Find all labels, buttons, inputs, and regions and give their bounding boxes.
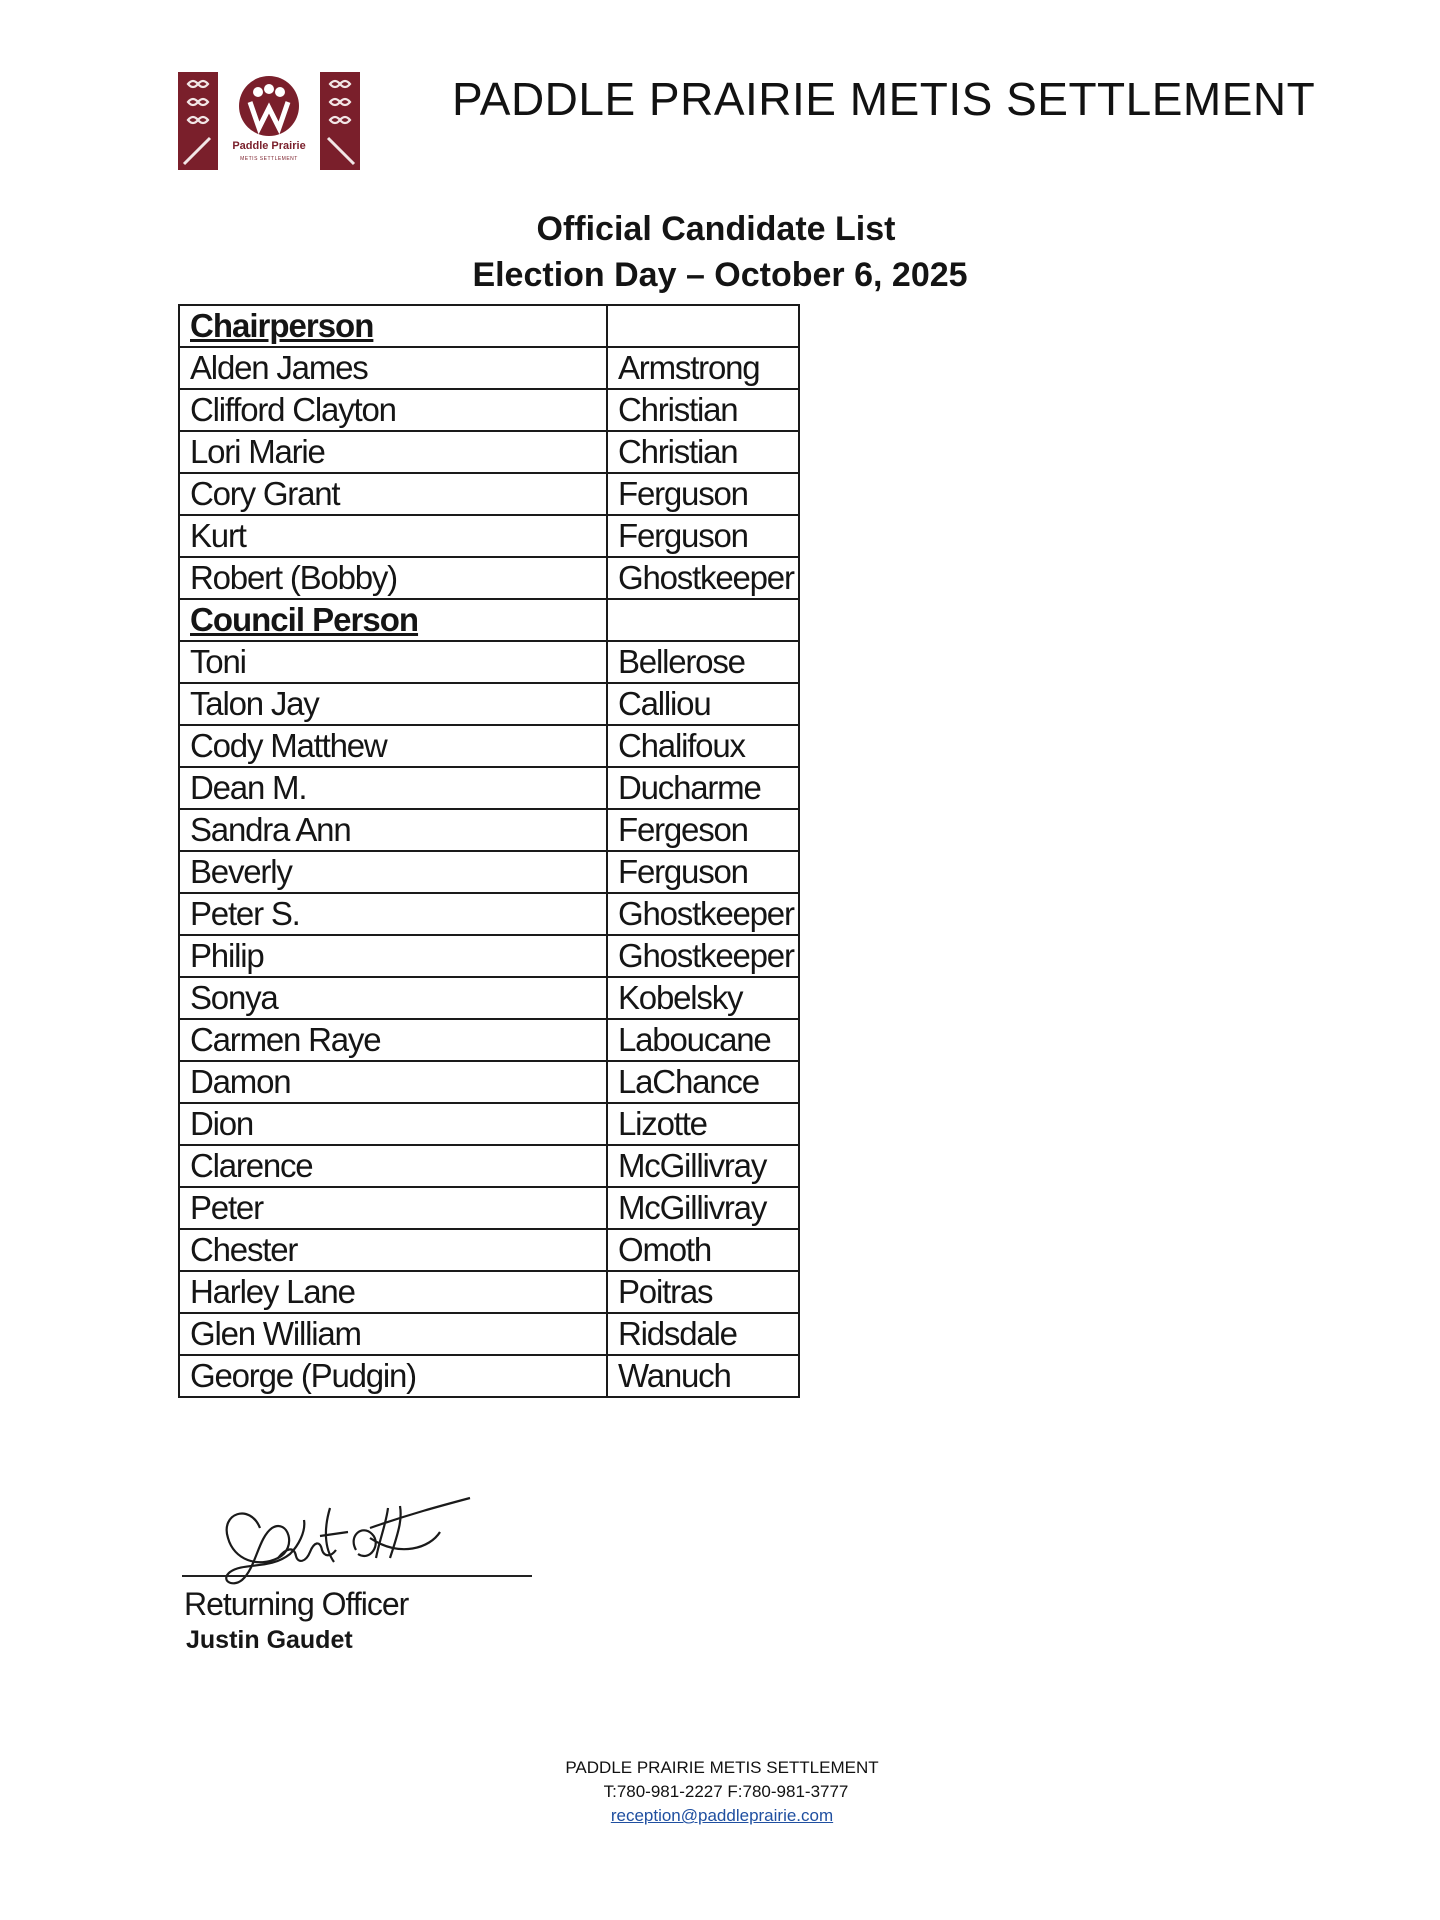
last-name-cell: Ferguson [607, 473, 799, 515]
document-subtitle: Election Day – October 6, 2025 [472, 256, 968, 294]
first-name-cell: George (Pudgin) [179, 1355, 607, 1397]
first-name-cell: Dean M. [179, 767, 607, 809]
section-header-row [179, 599, 799, 641]
table-row [179, 1313, 799, 1355]
table-row [179, 935, 799, 977]
table-row [179, 767, 799, 809]
last-name-cell: Ridsdale [607, 1313, 799, 1355]
table-row [179, 725, 799, 767]
first-name-cell: Cody Matthew [179, 725, 607, 767]
section-label-council: Council Person [179, 599, 607, 641]
table-row [179, 389, 799, 431]
first-name-cell: Peter [179, 1187, 607, 1229]
first-name-cell: Sandra Ann [179, 809, 607, 851]
first-name-cell: Clarence [179, 1145, 607, 1187]
last-name-cell: Kobelsky [607, 977, 799, 1019]
signature-line [182, 1575, 532, 1577]
first-name-cell: Beverly [179, 851, 607, 893]
table-row [179, 1187, 799, 1229]
returning-officer-name: Justin Gaudet [186, 1626, 353, 1654]
table-row [179, 473, 799, 515]
first-name-cell: Alden James [179, 347, 607, 389]
table-row [179, 347, 799, 389]
last-name-cell: Ferguson [607, 851, 799, 893]
returning-officer-label: Returning Officer [184, 1586, 409, 1622]
first-name-cell: Cory Grant [179, 473, 607, 515]
first-name-cell: Clifford Clayton [179, 389, 607, 431]
logo-subtext: METIS SETTLEMENT [240, 156, 298, 162]
last-name-cell: Chalifoux [607, 725, 799, 767]
empty-cell [607, 305, 799, 347]
table-row [179, 977, 799, 1019]
organization-title: PADDLE PRAIRIE METIS SETTLEMENT [452, 73, 1316, 125]
first-name-cell: Peter S. [179, 893, 607, 935]
last-name-cell: Ghostkeeper [607, 557, 799, 599]
handwritten-signature [180, 1488, 540, 1588]
last-name-cell: Fergeson [607, 809, 799, 851]
last-name-cell: Poitras [607, 1271, 799, 1313]
first-name-cell: Toni [179, 641, 607, 683]
last-name-cell: Calliou [607, 683, 799, 725]
first-name-cell: Glen William [179, 1313, 607, 1355]
last-name-cell: Ghostkeeper [607, 935, 799, 977]
first-name-cell: Philip [179, 935, 607, 977]
table-row [179, 515, 799, 557]
candidate-table [178, 304, 800, 1398]
table-row [179, 1229, 799, 1271]
table-row [179, 809, 799, 851]
last-name-cell: Christian [607, 389, 799, 431]
first-name-cell: Kurt [179, 515, 607, 557]
first-name-cell: Robert (Bobby) [179, 557, 607, 599]
last-name-cell: LaChance [607, 1061, 799, 1103]
last-name-cell: Ferguson [607, 515, 799, 557]
first-name-cell: Dion [179, 1103, 607, 1145]
first-name-cell: Harley Lane [179, 1271, 607, 1313]
table-row [179, 851, 799, 893]
table-row [179, 1103, 799, 1145]
first-name-cell: Chester [179, 1229, 607, 1271]
last-name-cell: Ghostkeeper [607, 893, 799, 935]
footer-email-link[interactable]: reception@paddleprairie.com [610, 1806, 834, 1825]
table-row [179, 641, 799, 683]
footer-phone-fax: T:780-981-2227 F:780-981-3777 [603, 1782, 849, 1801]
last-name-cell: Armstrong [607, 347, 799, 389]
last-name-cell: Christian [607, 431, 799, 473]
document-title: Official Candidate List [536, 210, 896, 248]
section-header-row [179, 305, 799, 347]
footer-organization: PADDLE PRAIRIE METIS SETTLEMENT [565, 1758, 879, 1777]
last-name-cell: Omoth [607, 1229, 799, 1271]
first-name-cell: Lori Marie [179, 431, 607, 473]
last-name-cell: Ducharme [607, 767, 799, 809]
last-name-cell: Lizotte [607, 1103, 799, 1145]
empty-cell [607, 599, 799, 641]
first-name-cell: Damon [179, 1061, 607, 1103]
table-row [179, 431, 799, 473]
last-name-cell: Bellerose [607, 641, 799, 683]
last-name-cell: McGillivray [607, 1145, 799, 1187]
last-name-cell: McGillivray [607, 1187, 799, 1229]
table-row [179, 1355, 799, 1397]
table-row [179, 1145, 799, 1187]
table-row [179, 1019, 799, 1061]
table-row [179, 557, 799, 599]
table-row [179, 893, 799, 935]
table-row [179, 683, 799, 725]
logo-text: Paddle Prairie [232, 140, 306, 152]
last-name-cell: Wanuch [607, 1355, 799, 1397]
table-row [179, 1271, 799, 1313]
section-label-chairperson: Chairperson [179, 305, 607, 347]
first-name-cell: Sonya [179, 977, 607, 1019]
first-name-cell: Talon Jay [179, 683, 607, 725]
table-row [179, 1061, 799, 1103]
last-name-cell: Laboucane [607, 1019, 799, 1061]
settlement-logo [178, 72, 360, 170]
first-name-cell: Carmen Raye [179, 1019, 607, 1061]
